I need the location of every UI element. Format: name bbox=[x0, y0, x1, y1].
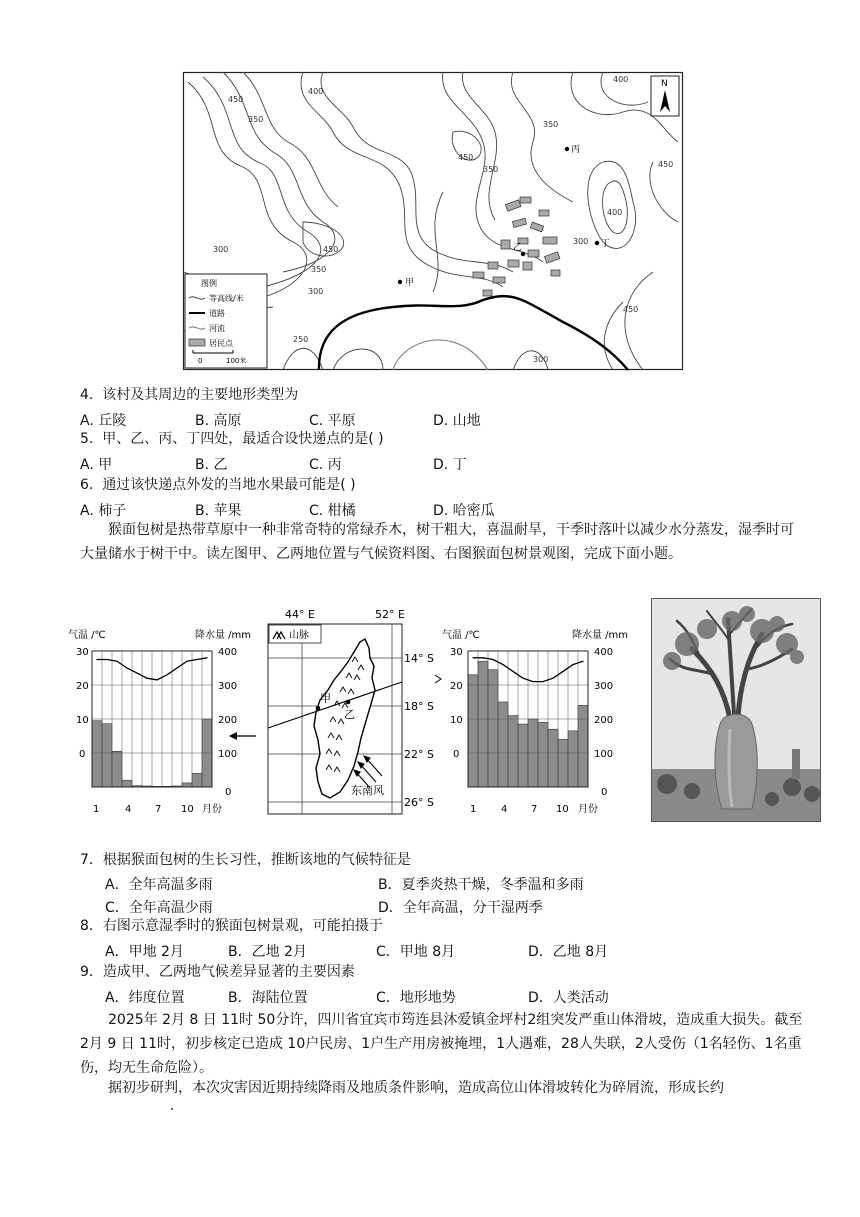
option-7d[interactable]: D．全年高温，分干湿两季 bbox=[378, 900, 543, 916]
option-9c[interactable]: C．地形地势 bbox=[376, 990, 456, 1006]
map-legend bbox=[185, 274, 267, 368]
question-text: 该村及其周边的主要地形类型为 bbox=[102, 387, 299, 403]
option-5d[interactable]: D. 丁 bbox=[433, 457, 467, 473]
question-9: 9．造成甲、乙两地气候差异显著的主要因素 bbox=[80, 964, 355, 980]
temperature-point bbox=[502, 664, 503, 665]
climate-chart-right bbox=[432, 620, 642, 820]
contour-label: 400 bbox=[613, 75, 629, 84]
precip-bar bbox=[518, 724, 528, 787]
temperature-point bbox=[146, 678, 147, 679]
contour-label: 450 bbox=[658, 160, 674, 169]
option-6d[interactable]: D. 哈密瓜 bbox=[433, 503, 495, 519]
temperature-point bbox=[482, 657, 483, 658]
lat-label-22: 22° S bbox=[404, 748, 434, 761]
precip-bar bbox=[498, 702, 508, 787]
month-tick: 4 bbox=[501, 804, 508, 815]
temperature-point bbox=[156, 679, 157, 680]
option-4c[interactable]: C. 平原 bbox=[309, 413, 356, 429]
precip-bar bbox=[122, 780, 132, 787]
legend-road: 道路 bbox=[209, 309, 225, 318]
precip-tick: 400 bbox=[218, 647, 238, 658]
temperature-point bbox=[176, 667, 177, 668]
precip-tick: 300 bbox=[218, 681, 238, 692]
point-jia: 甲 bbox=[405, 278, 415, 288]
month-tick: 月份 bbox=[202, 804, 222, 815]
question-text: 甲、乙、丙、丁四处，最适合设快递点的是( ) bbox=[102, 431, 384, 447]
north-label: N bbox=[661, 79, 668, 89]
wind-label: 东南风 bbox=[351, 784, 384, 797]
precip-bar bbox=[578, 705, 588, 787]
precip-bar bbox=[92, 721, 102, 787]
precip-axis-label: 降水量 /mm bbox=[195, 630, 252, 641]
lon-label-44: 44° E bbox=[285, 608, 315, 621]
option-7b[interactable]: B．夏季炎热干燥，冬季温和多雨 bbox=[378, 877, 584, 893]
temp-tick: 20 bbox=[450, 681, 463, 692]
option-4a[interactable]: A. 丘陵 bbox=[80, 413, 127, 429]
contour-label: 350 bbox=[248, 115, 264, 124]
option-5c[interactable]: C. 丙 bbox=[309, 457, 342, 473]
temperature-point bbox=[206, 657, 207, 658]
precip-axis-label: 降水量 /mm bbox=[572, 630, 629, 641]
option-6b[interactable]: B. 苹果 bbox=[195, 503, 242, 519]
question-6 bbox=[80, 474, 356, 496]
contour-label: 450 bbox=[458, 153, 474, 162]
temperature-point bbox=[522, 678, 523, 679]
temp-tick: 30 bbox=[76, 647, 89, 658]
option-8b[interactable]: B．乙地 2月 bbox=[228, 944, 307, 960]
landslide-paragraph-2: 据初步研判，本次灾害因近期持续降雨及地质条件影响，造成高位山体滑坡转化为碎屑流，形成长约 bbox=[108, 1080, 724, 1096]
precip-bar bbox=[488, 670, 498, 787]
contour-label: 300 bbox=[573, 237, 589, 246]
temperature-point bbox=[582, 661, 583, 662]
option-5a[interactable]: A. 甲 bbox=[80, 457, 113, 473]
precip-bar bbox=[508, 716, 518, 787]
temperature-point bbox=[136, 673, 137, 674]
temperature-point bbox=[512, 671, 513, 672]
option-6a[interactable]: A. 柿子 bbox=[80, 503, 127, 519]
precip-bar bbox=[548, 729, 558, 787]
temperature-point bbox=[186, 661, 187, 662]
lon-label-52: 52° E bbox=[375, 608, 405, 621]
precip-tick: 0 bbox=[601, 787, 608, 798]
temperature-point bbox=[572, 664, 573, 665]
temp-axis-label: 气温 /℃ bbox=[68, 630, 106, 641]
baobab-intro: 猴面包树是热带草原中一种非常奇特的常绿乔木，树干粗大，喜温耐旱，干季时落叶以减少水分蒸发，湿季时可大量储水于树干中。读左图甲、乙两地位置与气候资料图、右图猴面包树景观图，完成下面小题。 bbox=[80, 522, 794, 562]
temperature-point bbox=[196, 659, 197, 660]
stray-dot bbox=[171, 1108, 173, 1110]
option-7a[interactable]: A．全年高温多雨 bbox=[105, 877, 213, 893]
option-8a[interactable]: A．甲地 2月 bbox=[105, 944, 184, 960]
option-8c[interactable]: C．甲地 8月 bbox=[376, 944, 456, 960]
option-5b[interactable]: B. 乙 bbox=[195, 457, 228, 473]
precip-bar bbox=[568, 731, 578, 787]
temperature-point bbox=[96, 659, 97, 660]
month-tick: 7 bbox=[155, 804, 162, 815]
contour-label: 450 bbox=[623, 305, 639, 314]
temp-tick: 30 bbox=[450, 647, 463, 658]
precip-bar bbox=[112, 751, 122, 787]
precip-bar bbox=[182, 783, 192, 787]
precip-tick: 300 bbox=[594, 681, 614, 692]
month-tick: 月份 bbox=[578, 804, 598, 815]
precip-bar bbox=[478, 661, 488, 787]
contour-label: 300 bbox=[308, 287, 324, 296]
option-9d[interactable]: D．人类活动 bbox=[528, 990, 609, 1006]
month-tick: 10 bbox=[556, 804, 569, 815]
option-7c[interactable]: C．全年高温少雨 bbox=[105, 900, 213, 916]
temperature-point bbox=[552, 678, 553, 679]
precip-bar bbox=[558, 739, 568, 787]
option-9a[interactable]: A．纬度位置 bbox=[105, 990, 185, 1006]
temperature-point bbox=[472, 657, 473, 658]
month-tick: 1 bbox=[470, 804, 477, 815]
precip-bar bbox=[468, 675, 478, 787]
precip-bar bbox=[538, 722, 548, 787]
legend-river: 河流 bbox=[209, 324, 225, 333]
lat-label-18: 18° S bbox=[404, 700, 434, 713]
month-tick: 10 bbox=[181, 804, 194, 815]
temperature-point bbox=[542, 681, 543, 682]
precip-tick: 100 bbox=[594, 749, 614, 760]
temp-tick: 0 bbox=[79, 749, 86, 760]
legend-settlement: 居民点 bbox=[209, 339, 233, 348]
precip-bar bbox=[192, 773, 202, 787]
temperature-point bbox=[126, 667, 127, 668]
lat-label-26: 26° S bbox=[404, 796, 434, 809]
temp-axis-label: 气温 /℃ bbox=[442, 630, 480, 641]
precip-tick: 400 bbox=[594, 647, 614, 658]
month-tick: 4 bbox=[125, 804, 132, 815]
contour-label: 350 bbox=[311, 265, 327, 274]
contour-label: 250 bbox=[293, 335, 309, 344]
contour-label: 450 bbox=[228, 95, 244, 104]
contour-label: 400 bbox=[308, 87, 324, 96]
climate-chart-left bbox=[62, 620, 252, 820]
temperature-point bbox=[166, 674, 167, 675]
month-tick: 1 bbox=[93, 804, 100, 815]
point-yi: 乙 bbox=[513, 243, 523, 253]
temperature-point bbox=[106, 659, 107, 660]
precip-tick: 200 bbox=[218, 715, 238, 726]
question-5 bbox=[80, 428, 384, 450]
contour-label: 350 bbox=[543, 120, 559, 129]
landslide-paragraph-1: 2025年 2月 8 日 11时 50分许，四川省宜宾市筠连县沐爱镇金坪村2组突发严重山体滑坡，造成重大损失。截至 2月 9 日 11时，初步核定已造成 10户民房、1户生产用房被掩埋，1人遇难，28人失联，2人受伤（1名轻伤、1名重伤，均无生命危险）。 bbox=[80, 1012, 803, 1076]
topographic-map bbox=[183, 72, 683, 370]
madagascar-map bbox=[248, 606, 434, 820]
point-bing: 丙 bbox=[571, 145, 581, 155]
contour-label: 450 bbox=[323, 245, 339, 254]
point-ding: 丁 bbox=[601, 239, 611, 249]
option-6c[interactable]: C. 柑橘 bbox=[309, 503, 356, 519]
precip-tick: 100 bbox=[218, 749, 238, 760]
temperature-point bbox=[492, 659, 493, 660]
question-7: 7．根据猴面包树的生长习性，推断该地的气候特征是 bbox=[80, 852, 411, 868]
north-arrow bbox=[651, 76, 679, 116]
temp-tick: 10 bbox=[76, 715, 89, 726]
legend-title: 图例 bbox=[201, 279, 217, 288]
question-number: 4. bbox=[80, 387, 94, 403]
point-jia: 甲 bbox=[320, 692, 331, 705]
option-8d[interactable]: D．乙地 8月 bbox=[528, 944, 609, 960]
baobab-photo bbox=[651, 598, 821, 822]
option-4d[interactable]: D. 山地 bbox=[433, 413, 481, 429]
temp-tick: 0 bbox=[453, 749, 460, 760]
question-number: 6. bbox=[80, 477, 94, 493]
question-4 bbox=[80, 384, 298, 406]
legend-contour: 等高线/米 bbox=[209, 294, 244, 303]
contour-label: 400 bbox=[607, 208, 623, 217]
contour-label: 300 bbox=[213, 245, 229, 254]
scale-end: 100米 bbox=[226, 357, 247, 365]
question-text: 通过该快递点外发的当地水果最可能是( ) bbox=[102, 477, 356, 493]
precip-tick: 200 bbox=[594, 715, 614, 726]
temp-tick: 10 bbox=[450, 715, 463, 726]
question-number: 5. bbox=[80, 431, 94, 447]
contour-label: 300 bbox=[533, 355, 549, 364]
question-8: 8．右图示意湿季时的猴面包树景观，可能拍摄于 bbox=[80, 918, 383, 934]
option-9b[interactable]: B．海陆位置 bbox=[228, 990, 308, 1006]
option-4b[interactable]: B. 高原 bbox=[195, 413, 242, 429]
legend-mountain: 山脉 bbox=[289, 630, 309, 641]
precip-bar bbox=[102, 724, 112, 787]
temperature-point bbox=[532, 681, 533, 682]
point-yi: 乙 bbox=[344, 708, 355, 721]
lat-label-14: 14° S bbox=[404, 652, 434, 665]
precip-tick: 0 bbox=[225, 787, 232, 798]
temperature-point bbox=[562, 671, 563, 672]
temperature-point bbox=[116, 661, 117, 662]
temp-tick: 20 bbox=[76, 681, 89, 692]
contour-label: 350 bbox=[483, 165, 499, 174]
month-tick: 7 bbox=[531, 804, 538, 815]
scale-start: 0 bbox=[198, 357, 203, 365]
